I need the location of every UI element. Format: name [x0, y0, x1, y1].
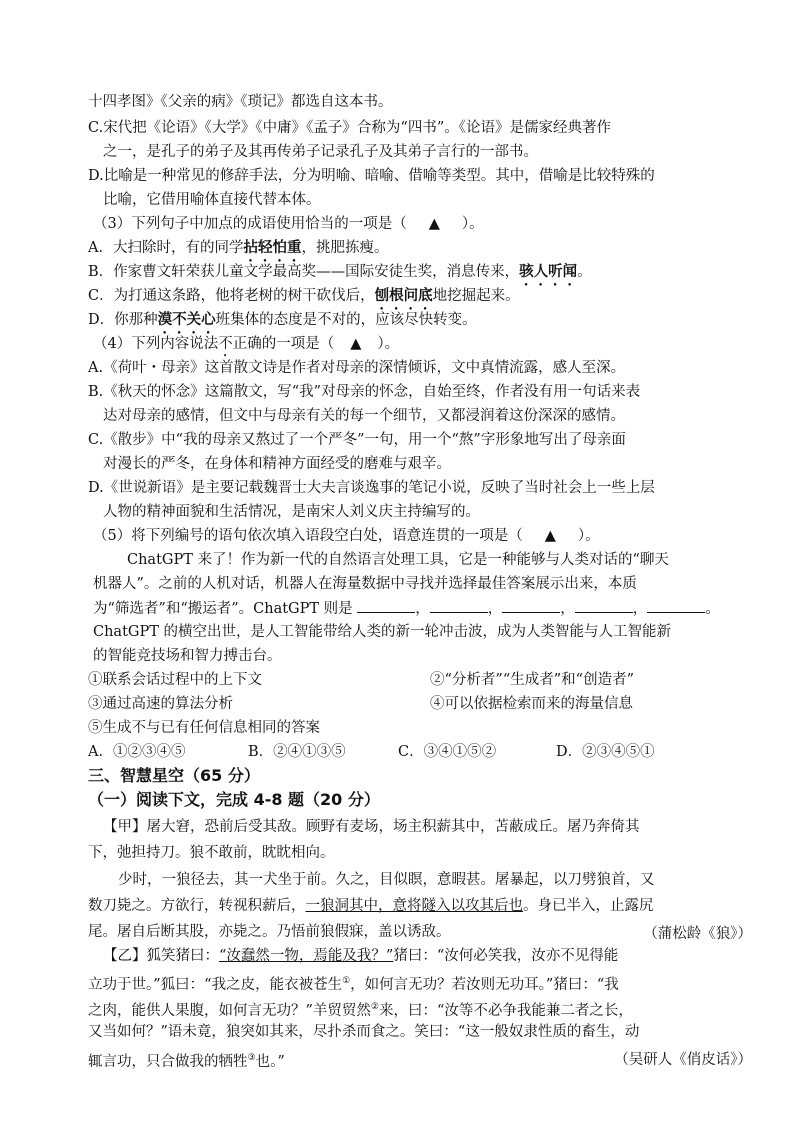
fill-blank — [575, 598, 633, 613]
subsection-heading: （一）阅读下文，完成 4-8 题（20 分） — [88, 790, 380, 809]
option-c: C．为打通这条路，他将老树的树干砍伐后，刨根问底地挖掘起来。 — [88, 287, 520, 304]
answer-triangle-icon: ▲ — [428, 216, 440, 232]
text-line: 对漫长的严冬，在身体和精神方面经受的磨难与艰辛。 — [103, 456, 451, 472]
answer-triangle-icon: ▲ — [544, 528, 556, 544]
answer-triangle-icon: ▲ — [350, 336, 362, 352]
text-line: 辄言功，只合做我的牺牲③也。” — [88, 1053, 285, 1070]
question-4: （4）下列内容说法不正确的一项是（ ▲ ）。 — [93, 336, 400, 352]
footnote-marker: ① — [342, 976, 351, 986]
text-line: 下，弛担持刀。狼不敢前，眈眈相向。 — [88, 845, 335, 861]
answer-option-a: A．①②③④⑤ — [88, 744, 186, 760]
choice-item: ①联系会话过程中的上下文 — [88, 672, 262, 688]
dotted-word: 不 — [218, 336, 233, 352]
source-citation: （蒲松龄《狼》） — [643, 926, 752, 942]
footnote-marker: ② — [370, 1002, 379, 1012]
dotted-idiom: 拈轻怕重 — [243, 239, 302, 256]
fill-blank — [647, 598, 705, 613]
question-3: （3）下列句子中加点的成语使用恰当的一项是（ ▲ ）。 — [93, 216, 484, 232]
fill-blank — [502, 598, 560, 613]
text-line-with-blanks: 为“筛选者”和“搬运者”。ChatGPT 则是 ， ， ， ， 。 — [93, 598, 720, 619]
option-a: A．大扫除时，有的同学拈轻怕重，挑肥拣瘦。 — [88, 239, 389, 256]
dotted-idiom: 漠不关心 — [157, 311, 216, 328]
text-line: 的智能竞技场和智力搏击台。 — [93, 648, 282, 664]
text-line: D.《世说新语》是主要记载魏晋士大夫言谈逸事的笔记小说，反映了当时社会上一些上层 — [88, 480, 655, 496]
text-line: 又当如何？”语未竟，狼突如其来，尽扑杀而食之。笑曰：“这一般奴隶性质的畜生，动 — [88, 1024, 640, 1040]
text-line: C.《散步》中“我的母亲又熬过了一个严冬”一句，用一个“熬”字形象地写出了母亲面 — [88, 432, 626, 448]
text-line: C.宋代把《论语》《大学》《中庸》《孟子》合称为“四书”。《论语》是儒家经典著作 — [88, 120, 612, 136]
text-line: 数刀毙之。方欲行，转视积薪后，一狼洞其中，意将隧入以攻其后也。身已半入，止露尻 — [88, 898, 654, 914]
choice-item: ④可以依据检索而来的海量信息 — [430, 696, 633, 712]
text-line: A.《荷叶・母亲》这首散文诗是作者对母亲的深情倾诉，文中真情流露，感人至深。 — [88, 360, 626, 376]
text-line: 尾。屠自后断其股，亦毙之。乃悟前狼假寐，盖以诱敌。 — [88, 924, 451, 940]
underlined-sentence: “汝蠢然一物，焉能及我？” — [219, 948, 394, 964]
text-line: 十四孝图》《父亲的病》《琐记》都选自这本书。 — [88, 94, 393, 110]
text-line: 达对母亲的感情，但文中与母亲有关的每一个细节，又都浸润着这份深深的感情。 — [103, 408, 625, 424]
option-d: D．你那种漠不关心班集体的态度是不对的，应该尽快转变。 — [88, 311, 477, 328]
choice-item: ②“分析者”“生成者”和“创造者” — [430, 672, 634, 688]
section-heading: 三、智慧星空（65 分） — [88, 766, 260, 785]
option-b: B．作家曹文轩荣获儿童文学最高奖——国际安徒生奖，消息传来，骇人听闻。 — [88, 263, 592, 280]
text-line: 之肉，能供人果腹，如何言无功？”羊贸贸然②来，曰：“汝等不必争我能兼二者之长， — [88, 1002, 633, 1019]
choice-item: ⑤生成不与已有任何信息相同的答案 — [88, 720, 320, 736]
text-line: 比喻，它借用喻体直接代替本体。 — [103, 192, 321, 208]
fill-blank — [430, 598, 488, 613]
text-line: D.比喻是一种常见的修辞手法，分为明喻、暗喻、借喻等类型。其中，借喻是比较特殊的 — [88, 168, 655, 184]
text-line: 少时，一狼径去，其一犬坐于前。久之，目似瞑，意暇甚。屠暴起，以刀劈狼首，又 — [118, 872, 655, 888]
dotted-idiom: 骇人听闻 — [519, 263, 578, 280]
fill-blank — [357, 598, 415, 613]
question-3-stem: （3）下列句子中加点的成语使用恰当的一项是（ — [93, 216, 407, 232]
text-line: 人物的精神面貌和生活情况，是南宋人刘义庆主持编写的。 — [103, 504, 480, 520]
dotted-idiom: 刨根问底 — [374, 287, 433, 304]
choice-item: ③通过高速的算法分析 — [88, 696, 233, 712]
text-line: ChatGPT 来了！作为新一代的自然语言处理工具，它是一种能够与人类对话的“聊天 — [127, 552, 669, 568]
answer-option-c: C．③④①⑤② — [398, 744, 497, 760]
text-line: 机器人”。之前的人机对话，机器人在海量数据中寻找并选择最佳答案展示出来，本质 — [93, 576, 637, 592]
answer-option-b: B．②④①③⑤ — [248, 744, 346, 760]
text-line: 立功于世。”狐曰：“我之皮，能衣被苍生①，如何言无功？若汝则无功耳。”猪曰：“我 — [88, 976, 619, 993]
answer-option-d: D．②③④⑤① — [556, 744, 655, 760]
text-line: B.《秋天的怀念》这篇散文，写“我”对母亲的怀念，自始至终，作者没有用一句话来表 — [88, 384, 641, 400]
question-5: （5）将下列编号的语句依次填入语段空白处，语意连贯的一项是（ ▲ ）。 — [93, 528, 600, 544]
text-line: 之一，是孔子的弟子及其再传弟子记录孔子及其弟子言行的一部书。 — [103, 144, 538, 160]
text-line: ChatGPT 的横空出世，是人工智能带给人类的新一轮冲击波，成为人类智能与人工智能新 — [93, 624, 672, 640]
source-citation: （吴研人《俏皮话》） — [614, 1052, 752, 1068]
underlined-sentence: 一狼洞其中，意将隧入以攻其后也 — [305, 898, 523, 914]
text-line: 【乙】狐笑猪曰：“汝蠢然一物，焉能及我？”猪曰：“汝何必笑我，汝亦不见得能 — [103, 948, 619, 964]
text-line: 【甲】屠大窘，恐前后受其敌。顾野有麦场，场主积薪其中，苫蔽成丘。屠乃奔倚其 — [103, 819, 640, 835]
footnote-marker: ③ — [247, 1053, 256, 1063]
